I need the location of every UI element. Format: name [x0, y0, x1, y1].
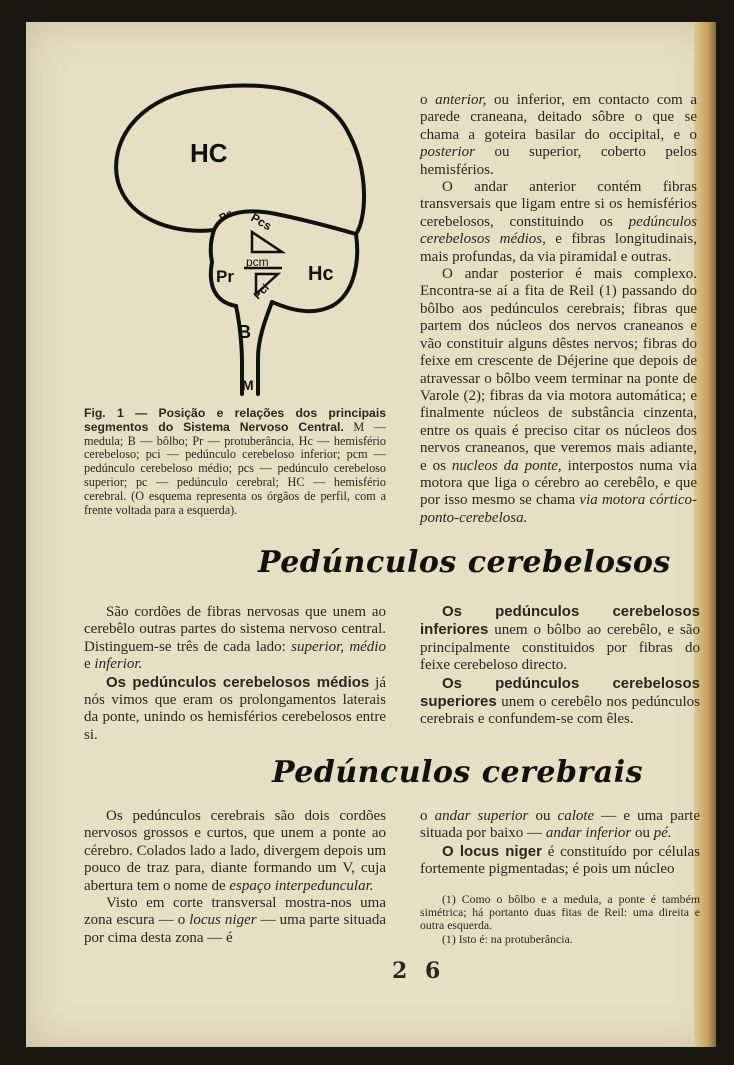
section-title-cerebellar: Pedúnculos cerebelosos — [258, 545, 671, 580]
label-pci: Pci — [251, 281, 272, 303]
section1-left-column — [84, 604, 386, 744]
paragraph: O andar posterior é mais complexo. Encontra-se aí a fita de Reil (1) passando do bôlbo aos pedúnculos cerebrais; fibras que partem dos núcleos dos nervos craneanos e vão constituir alguns dêstes nervos; fibras do feixe em crescente de Déjerine que depois de atravessar o bôlbo veem terminar na ponte de Varole (2); fibras da via motora automática; e finalmente núcleos de substância cinzenta, entre os quais é preciso citar os núcleos dos nervos craneanos, que veremos mais adiante, e os nucleos da ponte, interpostos numa via motora que liga o cérebro ao cerebêlo, e que por isso mesmo se chama via motora córtico-ponto-cerebelosa. — [420, 266, 698, 526]
label-b: B — [238, 322, 251, 342]
section2-left-column — [84, 808, 386, 947]
figure-caption — [84, 407, 386, 517]
paragraph: Os pedúnculos cerebrais são dois cordões nervosos grossos e curtos, que unem a ponte ao cérebro. Colados lado a lado, divergem depois um pouco de traz para, diante formando um V, cuja abertura tem o nome de espaço interpeduncular. — [84, 808, 386, 894]
section2-right-column — [420, 808, 700, 879]
caption-text: M — medula; B — bôlbo; Pr — protuberância, Hc — hemisfério cerebeloso; pci — pedúnculo cerebeloso inferior; pcm — pedúnculo cerebeloso médio; pcs — pedúnculo cerebeloso superior; pc — pedúnculo cerebral; HC — hemisfério cerebral. (O esquema representa os órgãos de perfil, com a frente voltada para a esquerda). — [84, 419, 387, 517]
label-pcs: Pcs — [248, 210, 274, 234]
paragraph: Os pedúnculos cerebelosos superiores unem o cerebêlo nos pedúnculos cerebrais e confundem-se com êles. — [420, 674, 700, 728]
cerebrum-lower-edge — [214, 211, 356, 234]
caption-title: Fig. 1 — Posição e relações dos principais segmentos do Sistema Nervoso Central. — [84, 406, 386, 434]
page-number: 2 6 — [392, 958, 446, 984]
footnote-2: (1) Isto é: na protuberância. — [442, 931, 573, 946]
right-column-top — [420, 92, 697, 527]
peduncle-outline — [211, 230, 214, 262]
paragraph: O andar anterior contém fibras transversais que ligam entre si os hemisférios cerebelosos, constituindo os pedúnculos cerebelosos médios, e fibras longitudinais, mais profundas, da via piramidal e outras. — [420, 179, 697, 265]
paragraph: Os pedúnculos cerebelosos inferiores unem o bôlbo ao cerebêlo, e são principalmente constituidos por fibras do feixe cerebeloso directo. — [420, 603, 700, 674]
paragraph: O locus niger é constituído por células fortemente pigmentadas; é pois um núcleo — [420, 842, 700, 878]
footnote-1: (1) Como o bôlbo e a medula, a ponte é também simétrica; há portanto duas fitas de Reil: uma direita e outra esquerda. — [420, 892, 700, 933]
paragraph: Os pedúnculos cerebelosos médios já nós vimos que eram os prolongamentos laterais da ponte, unindo os hemisférios cerebelosos entre si. — [84, 673, 386, 743]
label-pcm: pcm — [246, 255, 269, 269]
cord-outline — [258, 302, 272, 394]
section1-right-column — [420, 603, 700, 729]
label-hc-top: HC — [190, 138, 228, 168]
paragraph: Visto em corte transversal mostra-nos uma zona escura — o locus niger — uma parte situada por cima desta zona — é — [84, 895, 386, 946]
pcs-triangle — [252, 232, 282, 252]
label-hc-side: Hc — [308, 263, 334, 285]
label-m: M — [242, 377, 254, 393]
paragraph: São cordões de fibras nervosas que unem ao cerebêlo outras partes do sistema nervoso central. Distinguem-se três de cada lado: superior, médio e inferior. — [84, 604, 386, 673]
paragraph: o andar superior ou calote — e uma parte situada por baixo — andar inferior ou pé. — [420, 808, 700, 842]
section-title-cerebral: Pedúnculos cerebrais — [272, 755, 644, 790]
footnotes — [420, 893, 700, 946]
paragraph: o anterior, ou inferior, em contacto com a parede craneana, deitado sôbre o que se chama a goteira basilar do occipital, e o posterior ou superior, coberto pelos hemisférios. — [420, 92, 697, 178]
label-pr: Pr — [216, 267, 234, 286]
brain-diagram — [86, 62, 386, 407]
label-pc: Pc — [217, 207, 236, 225]
